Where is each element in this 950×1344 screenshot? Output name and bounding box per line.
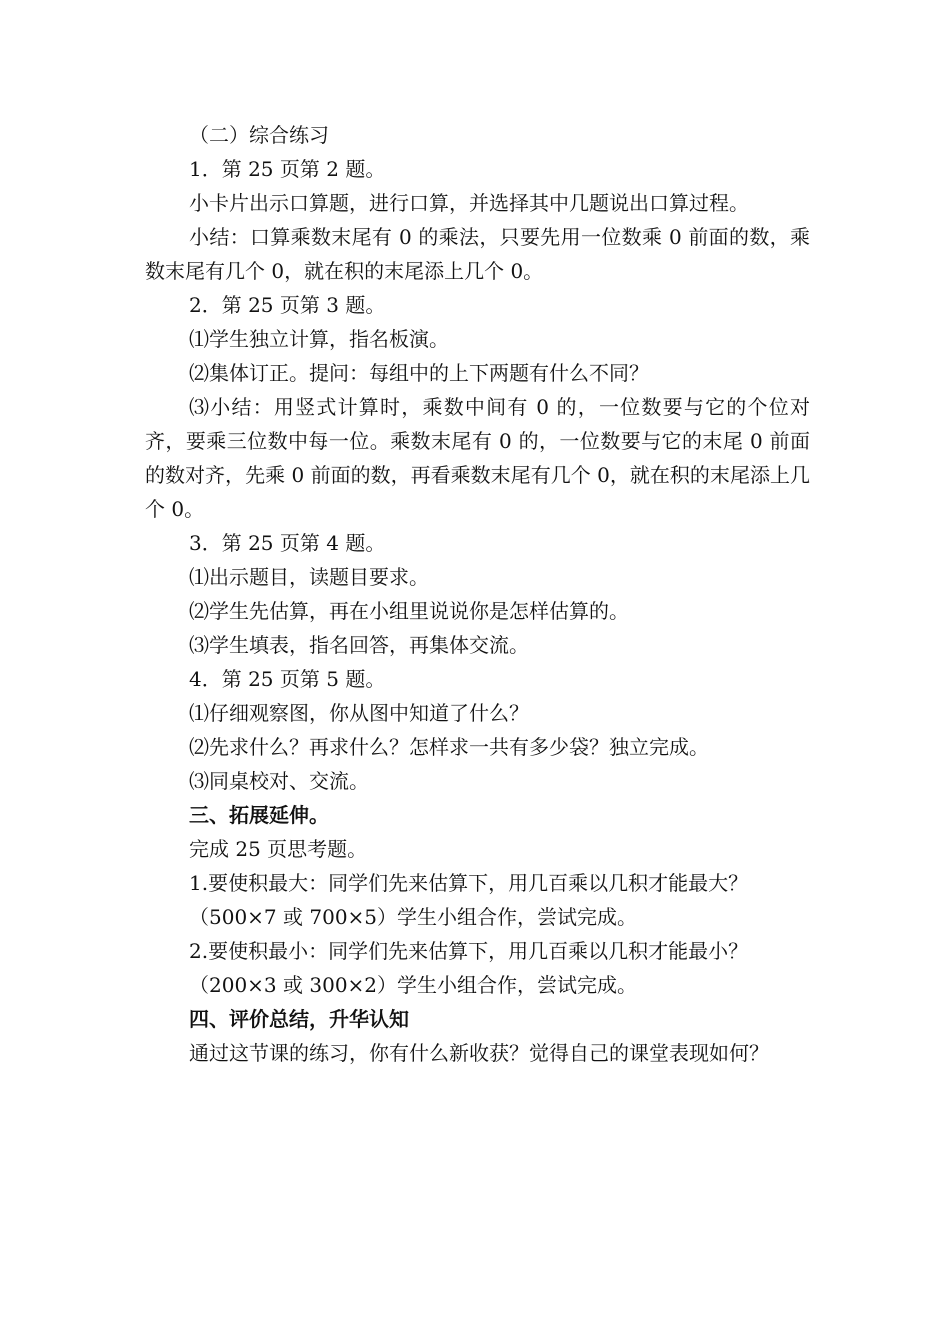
section-heading-comprehensive-practice: （二）综合练习 [189, 123, 329, 147]
exercise-item-4: 4．第 25 页第 5 题。 [189, 667, 386, 691]
exercise-item-2-step-1: ⑴学生独立计算，指名板演。 [189, 327, 449, 351]
extension-item-min: 2.要使积最小：同学们先来估算下，用几百乘以几积才能最小？ [189, 939, 749, 963]
summary-paragraph-2: ⑶小结：用竖式计算时，乘数中间有 0 的，一位数要与它的个位对齐，要乘三位数中每一位。乘数末尾有 0 的，一位数要与它的末尾 0 前面的数对齐，先乘 0 前面的数，再看乘数末尾有几个 0，就在积的末尾添上几个 0。 [145, 395, 810, 521]
exercise-item-3: 3．第 25 页第 4 题。 [189, 531, 386, 555]
extension-item-min-detail: （200×3 或 300×2）学生小组合作，尝试完成。 [189, 973, 638, 997]
summary-paragraph-1: 小结：口算乘数末尾有 0 的乘法，只要先用一位数乘 0 前面的数，乘数末尾有几个 0，就在积的末尾添上几个 0。 [145, 225, 810, 283]
exercise-item-1: 1．第 25 页第 2 题。 [189, 157, 386, 181]
exercise-item-3-step-1: ⑴出示题目，读题目要求。 [189, 565, 429, 589]
exercise-item-4-step-3: ⑶同桌校对、交流。 [189, 769, 369, 793]
exercise-item-4-step-1: ⑴仔细观察图，你从图中知道了什么？ [189, 701, 529, 725]
extension-item-max-detail: （500×7 或 700×5）学生小组合作，尝试完成。 [189, 905, 638, 929]
document-body [145, 118, 810, 1070]
exercise-item-1-text: 小卡片出示口算题，进行口算，并选择其中几题说出口算过程。 [189, 191, 749, 215]
extension-item-max: 1.要使积最大：同学们先来估算下，用几百乘以几积才能最大？ [189, 871, 749, 895]
extension-intro: 完成 25 页思考题。 [189, 837, 368, 861]
closing-question: 通过这节课的练习，你有什么新收获？觉得自己的课堂表现如何？ [189, 1041, 769, 1065]
exercise-item-2: 2．第 25 页第 3 题。 [189, 293, 386, 317]
section-heading-extension: 三、拓展延伸。 [189, 803, 329, 827]
exercise-item-4-step-2: ⑵先求什么？再求什么？怎样求一共有多少袋？独立完成。 [189, 735, 709, 759]
exercise-item-3-step-2: ⑵学生先估算，再在小组里说说你是怎样估算的。 [189, 599, 629, 623]
exercise-item-3-step-3: ⑶学生填表，指名回答，再集体交流。 [189, 633, 529, 657]
section-heading-evaluation: 四、评价总结，升华认知 [189, 1007, 409, 1031]
exercise-item-2-step-2: ⑵集体订正。提问：每组中的上下两题有什么不同？ [189, 361, 649, 385]
